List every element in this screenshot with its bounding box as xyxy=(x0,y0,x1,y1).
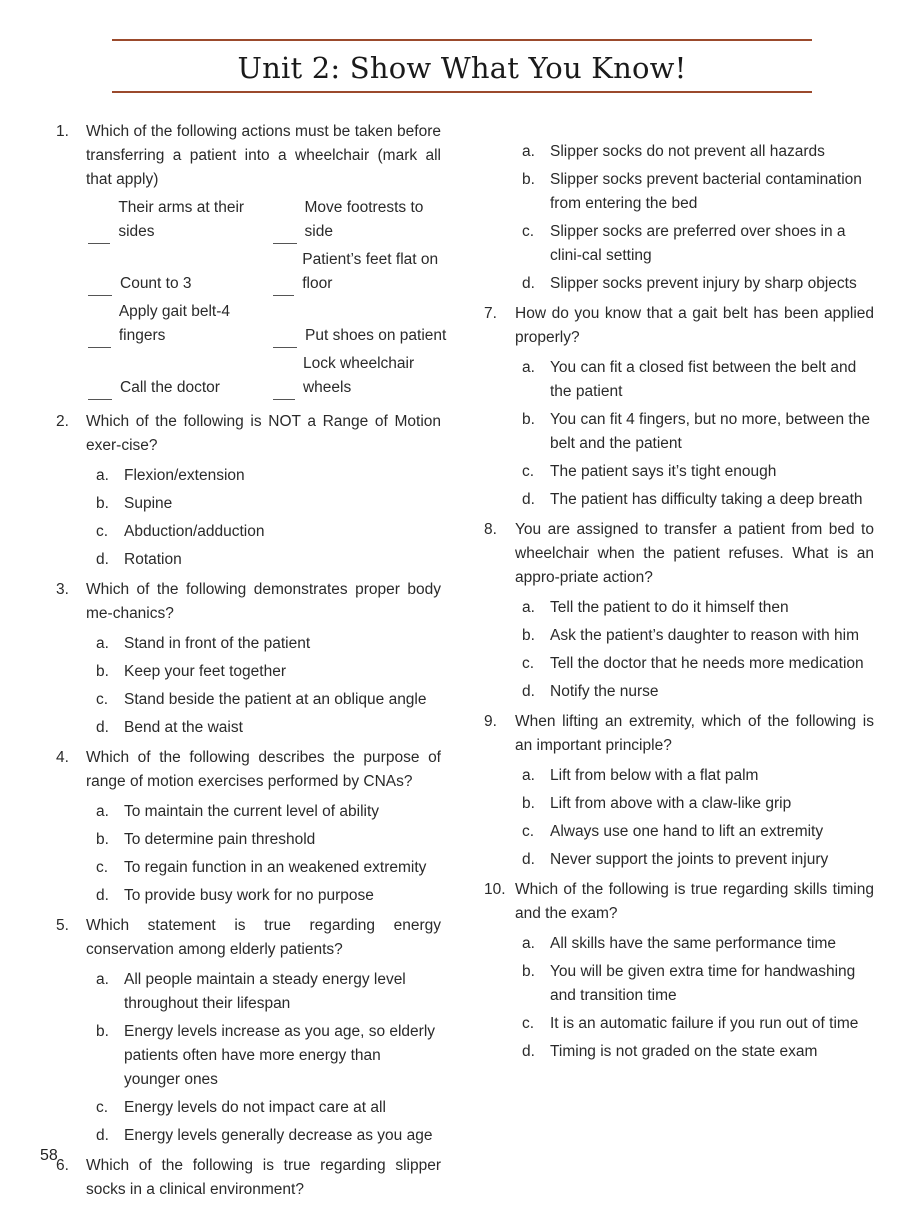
answer-option[interactable]: a. Tell the patient to do it himself then xyxy=(522,599,789,616)
answer-option[interactable]: d. Slipper socks prevent injury by sharp objects xyxy=(522,275,857,292)
question-text: Which of the following is true regarding slipper socks in a clinical environment? xyxy=(86,1157,441,1198)
answer-option[interactable]: c. Slipper socks are preferred over shoes in a clini-cal setting xyxy=(522,223,846,264)
answer-blank[interactable] xyxy=(88,277,112,296)
question-number: 5. xyxy=(56,917,69,934)
question-text: You are assigned to transfer a patient from bed to wheelchair when the patient refuses. What is an appro-priate action? xyxy=(515,521,874,586)
answer-option[interactable]: d. Timing is not graded on the state exam xyxy=(522,1043,818,1060)
page-number: 58 xyxy=(40,1147,58,1164)
answer-option[interactable]: d. Energy levels generally decrease as you age xyxy=(96,1127,433,1144)
answer-option[interactable]: c. Stand beside the patient at an oblique angle xyxy=(96,691,427,708)
question-9 xyxy=(484,710,874,758)
checklist-item[interactable]: Call the doctor xyxy=(88,352,273,400)
options-list xyxy=(56,464,441,572)
title-bottom-rule xyxy=(112,91,812,93)
page-title: Unit 2: Show What You Know! xyxy=(237,51,687,85)
question-text: Which statement is true regarding energy conservation among elderly patients? xyxy=(86,917,441,958)
answer-option[interactable]: c. The patient says it’s tight enough xyxy=(522,463,777,480)
answer-option[interactable]: a. Slipper socks do not prevent all hazards xyxy=(522,143,825,160)
question-text: Which of the following is NOT a Range of Motion exer-cise? xyxy=(86,413,441,454)
answer-option[interactable]: a. Stand in front of the patient xyxy=(96,635,311,652)
answer-option[interactable]: c. It is an automatic failure if you run out of time xyxy=(522,1015,859,1032)
answer-option[interactable]: b. Supine xyxy=(96,495,173,512)
right-column xyxy=(484,140,874,1070)
options-list xyxy=(56,800,441,908)
checklist xyxy=(88,196,447,400)
answer-blank[interactable] xyxy=(273,277,294,296)
answer-option[interactable]: c. To regain function in an weakened extremity xyxy=(96,859,427,876)
checklist-item[interactable]: Move footrests to side xyxy=(273,196,453,244)
question-number: 1. xyxy=(56,123,69,140)
question-text: When lifting an extremity, which of the following is an important principle? xyxy=(515,713,874,754)
answer-option[interactable]: b. Lift from above with a claw-like grip xyxy=(522,795,792,812)
left-column xyxy=(56,120,447,1206)
question-text: Which of the following describes the purpose of range of motion exercises performed by CNAs? xyxy=(86,749,441,790)
answer-blank[interactable] xyxy=(88,225,110,244)
answer-option[interactable]: b. Ask the patient’s daughter to reason with him xyxy=(522,627,860,644)
answer-blank[interactable] xyxy=(273,225,297,244)
answer-option[interactable]: b. You can fit 4 fingers, but no more, between the belt and the patient xyxy=(522,411,870,452)
answer-option[interactable]: b. You will be given extra time for handwashing and transition time xyxy=(522,963,856,1004)
question-number: 3. xyxy=(56,581,69,598)
question-text: Which of the following is true regarding skills timing and the exam? xyxy=(515,881,874,922)
answer-option[interactable]: c. Abduction/adduction xyxy=(96,523,265,540)
checklist-item[interactable]: Put shoes on patient xyxy=(273,300,453,348)
answer-option[interactable]: a. To maintain the current level of ability xyxy=(96,803,380,820)
answer-option[interactable]: c. Energy levels do not impact care at all xyxy=(96,1099,386,1116)
question-number: 8. xyxy=(484,521,497,538)
question-text: Which of the following actions must be taken before transferring a patient into a wheelchair (mark all that apply) xyxy=(86,123,441,188)
options-list xyxy=(484,356,874,512)
options-list xyxy=(56,968,441,1148)
options-list xyxy=(56,632,441,740)
checklist-item[interactable]: Their arms at their sides xyxy=(88,196,273,244)
checklist-item[interactable]: Apply gait belt-4 fingers xyxy=(88,300,273,348)
question-6 xyxy=(56,1154,441,1202)
question-2 xyxy=(56,410,441,458)
question-3 xyxy=(56,578,441,626)
checklist-item[interactable]: Lock wheelchair wheels xyxy=(273,352,453,400)
answer-option[interactable]: b. Slipper socks prevent bacterial contamination from entering the bed xyxy=(522,171,862,212)
answer-option[interactable]: b. Energy levels increase as you age, so elderly patients often have more energy than younger ones xyxy=(96,1023,436,1088)
question-8 xyxy=(484,518,874,590)
answer-blank[interactable] xyxy=(273,329,297,348)
question-number: 6. xyxy=(56,1157,69,1174)
answer-option[interactable]: d. The patient has difficulty taking a deep breath xyxy=(522,491,863,508)
question-4 xyxy=(56,746,441,794)
checklist-item[interactable]: Patient’s feet flat on floor xyxy=(273,248,453,296)
question-5 xyxy=(56,914,441,962)
question-text: Which of the following demonstrates proper body me-chanics? xyxy=(86,581,441,622)
answer-option[interactable]: a. Flexion/extension xyxy=(96,467,245,484)
answer-option[interactable]: d. To provide busy work for no purpose xyxy=(96,887,374,904)
question-number: 7. xyxy=(484,305,497,322)
question-number: 4. xyxy=(56,749,69,766)
question-number: 10. xyxy=(484,881,506,898)
answer-option[interactable]: d. Never support the joints to prevent injury xyxy=(522,851,829,868)
answer-option[interactable]: d. Bend at the waist xyxy=(96,719,243,736)
answer-option[interactable]: a. All skills have the same performance time xyxy=(522,935,837,952)
answer-option[interactable]: a. Lift from below with a flat palm xyxy=(522,767,759,784)
options-list xyxy=(484,764,874,872)
options-list xyxy=(484,596,874,704)
answer-option[interactable]: d. Notify the nurse xyxy=(522,683,659,700)
question-7 xyxy=(484,302,874,350)
question-text: How do you know that a gait belt has been applied properly? xyxy=(515,305,874,346)
answer-blank[interactable] xyxy=(273,381,295,400)
answer-blank[interactable] xyxy=(88,329,111,348)
answer-option[interactable]: d. Rotation xyxy=(96,551,182,568)
checklist-item[interactable]: Count to 3 xyxy=(88,248,273,296)
title-block xyxy=(112,39,812,93)
answer-option[interactable]: c. Tell the doctor that he needs more medication xyxy=(522,655,864,672)
answer-blank[interactable] xyxy=(88,381,112,400)
question-number: 2. xyxy=(56,413,69,430)
answer-option[interactable]: b. Keep your feet together xyxy=(96,663,287,680)
question-1 xyxy=(56,120,441,192)
question-10 xyxy=(484,878,874,926)
answer-option[interactable]: b. To determine pain threshold xyxy=(96,831,316,848)
answer-option[interactable]: a. You can fit a closed fist between the belt and the patient xyxy=(522,359,857,400)
question-number: 9. xyxy=(484,713,497,730)
options-list xyxy=(484,932,874,1064)
options-list xyxy=(484,140,874,296)
answer-option[interactable]: a. All people maintain a steady energy level throughout their lifespan xyxy=(96,971,406,1012)
answer-option[interactable]: c. Always use one hand to lift an extremity xyxy=(522,823,824,840)
